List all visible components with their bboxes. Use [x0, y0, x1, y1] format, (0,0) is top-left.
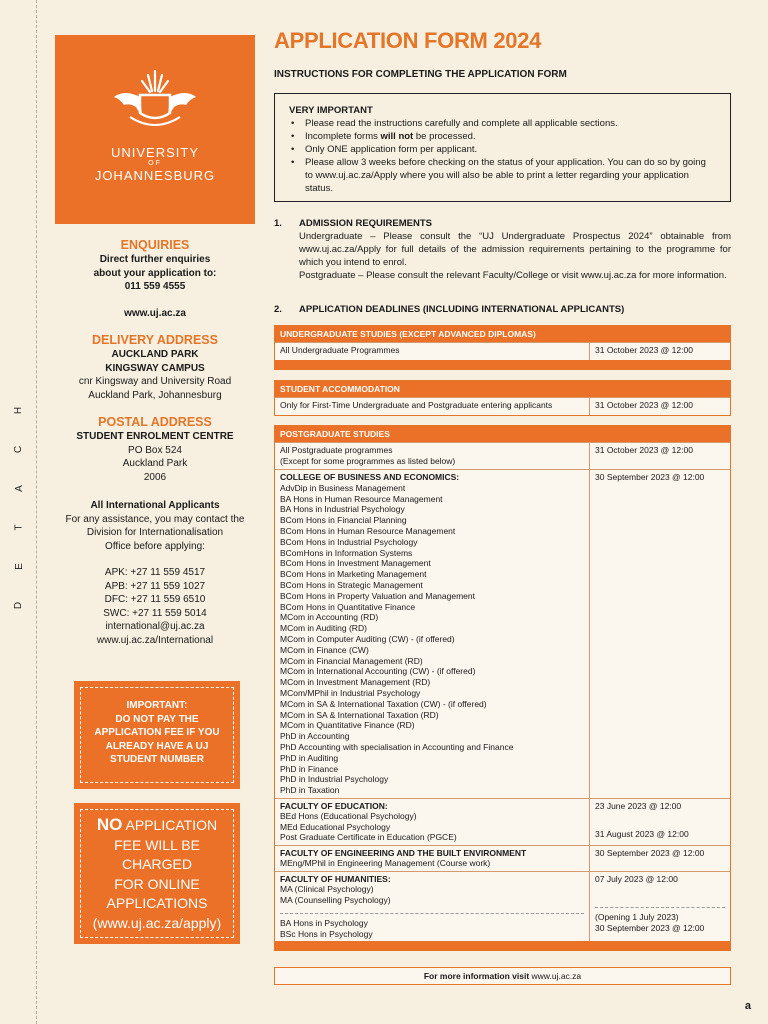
detach-letter: H — [13, 406, 25, 415]
programme-item: BA Hons in Psychology — [280, 918, 368, 929]
instruction-text: be processed. — [413, 131, 476, 142]
important-line: APPLICATION FEE IF YOU — [94, 727, 220, 738]
international-apk: APK: +27 11 559 4517 — [104, 567, 206, 578]
row-label: (Except for some programmes as listed below) — [280, 455, 456, 466]
programme-item: BCom Hons in Property Valuation and Management — [280, 590, 475, 601]
logo-line-2: OF — [148, 160, 162, 167]
programme-item: MCom/MPhil in Industrial Psychology — [280, 687, 421, 698]
important-line: ALREADY HAVE A UJ — [105, 740, 209, 752]
table-footer-bar — [275, 360, 730, 369]
undergraduate-table — [274, 325, 731, 370]
programme-item: BA Hons in Human Resource Management — [280, 493, 443, 504]
logo-line-1: UNIVERSITY — [110, 145, 199, 160]
programme-item: AdvDip in Business Management — [280, 482, 406, 493]
nofee-apply-link[interactable]: (www.uj.ac.za/apply) — [92, 914, 222, 931]
enquiries-line: Direct further enquiries — [99, 254, 211, 265]
programme-item: MA (Counselling Psychology) — [280, 894, 391, 905]
important-line: DO NOT PAY THE — [115, 713, 199, 725]
enquiries-web-link[interactable]: www.uj.ac.za — [124, 307, 186, 319]
important-notice-box — [74, 681, 240, 789]
delivery-line: cnr Kingsway and University Road — [78, 376, 232, 387]
programme-item: PhD in Accounting — [280, 731, 350, 742]
faculty-heading: FACULTY OF ENGINEERING AND THE BUILT ENVIRONMENT — [280, 847, 527, 858]
row-date: 31 October 2023 @ 12:00 — [595, 400, 693, 410]
nofee-line: CHARGED — [121, 856, 192, 872]
row-date: 07 July 2023 @ 12:00 — [595, 873, 678, 884]
enquiries-phone: 011 559 4555 — [124, 281, 186, 292]
detach-line — [36, 0, 37, 1024]
row-date: 31 October 2023 @ 12:00 — [595, 345, 693, 355]
international-heading: All International Applicants — [90, 500, 220, 511]
international-dfc: DFC: +27 11 559 6510 — [104, 594, 206, 605]
section-paragraph: Postgraduate – Please consult the relevant Faculty/College or visit www.uj.ac.za for more information. — [299, 270, 727, 281]
instruction-text: Incomplete forms — [305, 131, 381, 142]
international-line: Office before applying: — [105, 540, 205, 552]
table-row — [275, 871, 730, 942]
programme-item: MCom in Computer Auditing (CW) - (if offered) — [280, 633, 455, 644]
faculty-heading: FACULTY OF HUMANITIES: — [280, 873, 391, 884]
international-web-link[interactable]: www.uj.ac.za/International — [96, 634, 214, 646]
row-label: Only for First-Time Undergraduate and Postgraduate entering applicants — [275, 398, 590, 415]
detach-letter: T — [13, 524, 25, 531]
detach-label — [12, 405, 26, 611]
table-row — [275, 442, 730, 469]
footer-text: For more information visit — [423, 971, 530, 981]
programme-item: BCom Hons in Financial Planning — [280, 515, 407, 526]
faculty-heading: FACULTY OF EDUCATION: — [280, 800, 388, 811]
postgraduate-table — [274, 425, 731, 951]
page-letter: a — [744, 1000, 751, 1012]
table-row — [275, 845, 730, 871]
programme-item: PhD in Taxation — [280, 785, 340, 796]
section-paragraph: Undergraduate – Please consult the “UJ Undergraduate Prospectus 2024” obtainable from www.uj.ac.za/Apply for full details of the admission requirements pertaining to the programme for which you intend to enrol. — [299, 231, 731, 268]
international-swc: SWC: +27 11 559 5014 — [103, 607, 207, 619]
enquiries-heading: ENQUIRIES — [120, 238, 190, 252]
programme-item: MEd Educational Psychology — [280, 821, 391, 832]
section-admission — [274, 217, 731, 282]
programme-item: BCom Hons in Investment Management — [280, 558, 431, 569]
programme-item: MCom in International Accounting (CW) - (if offered) — [280, 666, 476, 677]
programme-item: BCom Hons in Strategic Management — [280, 579, 423, 590]
table-header: STUDENT ACCOMMODATION — [275, 381, 730, 397]
postal-line: Auckland Park — [122, 458, 188, 469]
section-number: 2. — [274, 304, 282, 315]
table-footer-bar — [275, 941, 730, 950]
postal-address-block — [55, 415, 255, 484]
no-fee-notice-box — [74, 803, 240, 944]
row-date: 30 September 2023 @ 12:00 — [595, 922, 705, 933]
nofee-line: FEE WILL BE — [114, 836, 200, 853]
dashed-border — [80, 687, 234, 783]
section-number: 1. — [274, 218, 282, 229]
row-label: All Postgraduate programmes — [280, 445, 393, 455]
programme-item: MCom in Financial Management (RD) — [280, 655, 423, 666]
table-row — [275, 469, 730, 798]
programme-item: MCom in Quantitative Finance (RD) — [280, 720, 415, 731]
row-date: (Opening 1 July 2023) — [595, 912, 679, 923]
nofee-no: NO — [96, 815, 123, 834]
row-date: 31 October 2023 @ 12:00 — [595, 445, 693, 455]
programme-item: BComHons in Information Systems — [280, 547, 413, 558]
table-header: UNDERGRADUATE STUDIES (EXCEPT ADVANCED DIPLOMAS) — [275, 326, 730, 342]
programme-item: Post Graduate Certificate in Education (PGCE) — [280, 832, 457, 843]
nofee-line: APPLICATIONS — [106, 895, 208, 911]
programme-item: BCom Hons in Industrial Psychology — [280, 536, 418, 547]
programme-item: PhD in Auditing — [280, 752, 339, 763]
programme-item: BCom Hons in Marketing Management — [280, 569, 427, 580]
programme-item: BCom Hons in Quantitative Finance — [280, 601, 416, 612]
programme-item: BSc Hons in Psychology — [280, 928, 373, 939]
very-important-box — [274, 93, 731, 202]
delivery-address-block — [55, 333, 255, 402]
logo-line-3: JOHANNESBURG — [94, 168, 216, 183]
row-date: 23 June 2023 @ 12:00 — [595, 800, 682, 811]
detach-letter: A — [13, 485, 25, 492]
row-label: All Undergraduate Programmes — [275, 343, 590, 360]
detach-letter: C — [13, 445, 25, 454]
important-line: STUDENT NUMBER — [110, 754, 204, 765]
important-line: IMPORTANT: — [126, 700, 188, 711]
postal-heading: POSTAL ADDRESS — [98, 415, 212, 429]
programme-list — [280, 483, 584, 796]
programme-item: BCom Hons in Human Resource Management — [280, 525, 456, 536]
programme-item: PhD in Finance — [280, 763, 339, 774]
nofee-line: FOR ONLINE — [114, 875, 200, 892]
university-name — [95, 145, 215, 183]
dashed-border — [80, 809, 234, 938]
page-title: APPLICATION FORM 2024 — [274, 28, 542, 53]
row-date: 30 September 2023 @ 12:00 — [595, 847, 705, 858]
dashed-separator — [280, 913, 584, 914]
section-heading: APPLICATION DEADLINES (INCLUDING INTERNATIONAL APPLICANTS) — [299, 304, 625, 315]
postal-line: 2006 — [143, 471, 167, 483]
enquiries-block — [55, 238, 255, 320]
table-row — [275, 798, 730, 845]
international-email-link[interactable]: international@uj.ac.za — [105, 621, 205, 632]
enquiries-line: about your application to: — [93, 267, 217, 279]
instruction-bold: will not — [380, 131, 414, 142]
programme-item: MCom in Investment Management (RD) — [280, 677, 431, 688]
programme-item: MA (Clinical Psychology) — [280, 884, 374, 895]
page-subtitle: INSTRUCTIONS FOR COMPLETING THE APPLICATION FORM — [274, 69, 567, 80]
crest-icon — [110, 67, 200, 137]
delivery-line: Auckland Park, Johannesburg — [88, 389, 222, 401]
programme-item: BA Hons in Industrial Psychology — [280, 504, 405, 515]
nofee-line: APPLICATION — [122, 817, 218, 833]
delivery-heading: DELIVERY ADDRESS — [92, 333, 218, 347]
international-apb: APB: +27 11 559 1027 — [104, 580, 206, 592]
accommodation-table — [274, 380, 731, 416]
postal-line: PO Box 524 — [128, 444, 182, 456]
instruction-item: • Only ONE application form per applicant. — [289, 143, 716, 156]
section-heading: ADMISSION REQUIREMENTS — [299, 218, 433, 229]
table-row — [275, 397, 730, 415]
university-logo — [55, 35, 255, 224]
row-date: 30 September 2023 @ 12:00 — [595, 472, 705, 482]
programme-item: MCom in Finance (CW) — [280, 644, 369, 655]
international-block — [55, 499, 255, 647]
detach-letter: D — [13, 601, 25, 610]
dashed-separator — [595, 907, 725, 908]
instruction-item: • Please allow 3 weeks before checking on the status of your application. You can do so by going to www.uj.ac.za/Apply where you will also be able to print a letter regarding your application status. — [289, 156, 716, 195]
programme-item: MEng/MPhil in Engineering Management (Course work) — [280, 858, 491, 869]
programme-item: MCom in Auditing (RD) — [280, 623, 367, 634]
postal-line: STUDENT ENROLMENT CENTRE — [76, 431, 234, 442]
programme-item: PhD in Industrial Psychology — [280, 774, 389, 785]
instruction-list — [289, 117, 716, 195]
programme-item: MCom in SA & International Taxation (RD) — [280, 709, 439, 720]
international-line: Division for Internationalisation — [86, 527, 224, 538]
instruction-item: • Please read the instructions carefully and complete all applicable sections. — [289, 117, 716, 130]
row-date: 31 August 2023 @ 12:00 — [595, 829, 689, 840]
programme-item: MCom in Accounting (RD) — [280, 612, 379, 623]
more-info-footer — [274, 967, 731, 985]
table-row — [275, 342, 730, 360]
international-line: For any assistance, you may contact the — [65, 513, 245, 525]
footer-link[interactable]: www.uj.ac.za — [529, 971, 582, 981]
table-header: POSTGRADUATE STUDIES — [275, 426, 730, 442]
delivery-line: KINGSWAY CAMPUS — [105, 362, 205, 374]
programme-item: PhD Accounting with specialisation in Accounting and Finance — [280, 741, 514, 752]
instruction-item — [289, 130, 716, 143]
faculty-heading: COLLEGE OF BUSINESS AND ECONOMICS: — [280, 472, 460, 482]
section-deadlines — [274, 303, 731, 316]
detach-letter: E — [13, 563, 25, 570]
programme-item: BEd Hons (Educational Psychology) — [280, 811, 417, 822]
very-important-heading: VERY IMPORTANT — [289, 105, 373, 116]
programme-item: MCom in SA & International Taxation (CW) - (if offered) — [280, 698, 487, 709]
delivery-line: AUCKLAND PARK — [111, 349, 199, 360]
